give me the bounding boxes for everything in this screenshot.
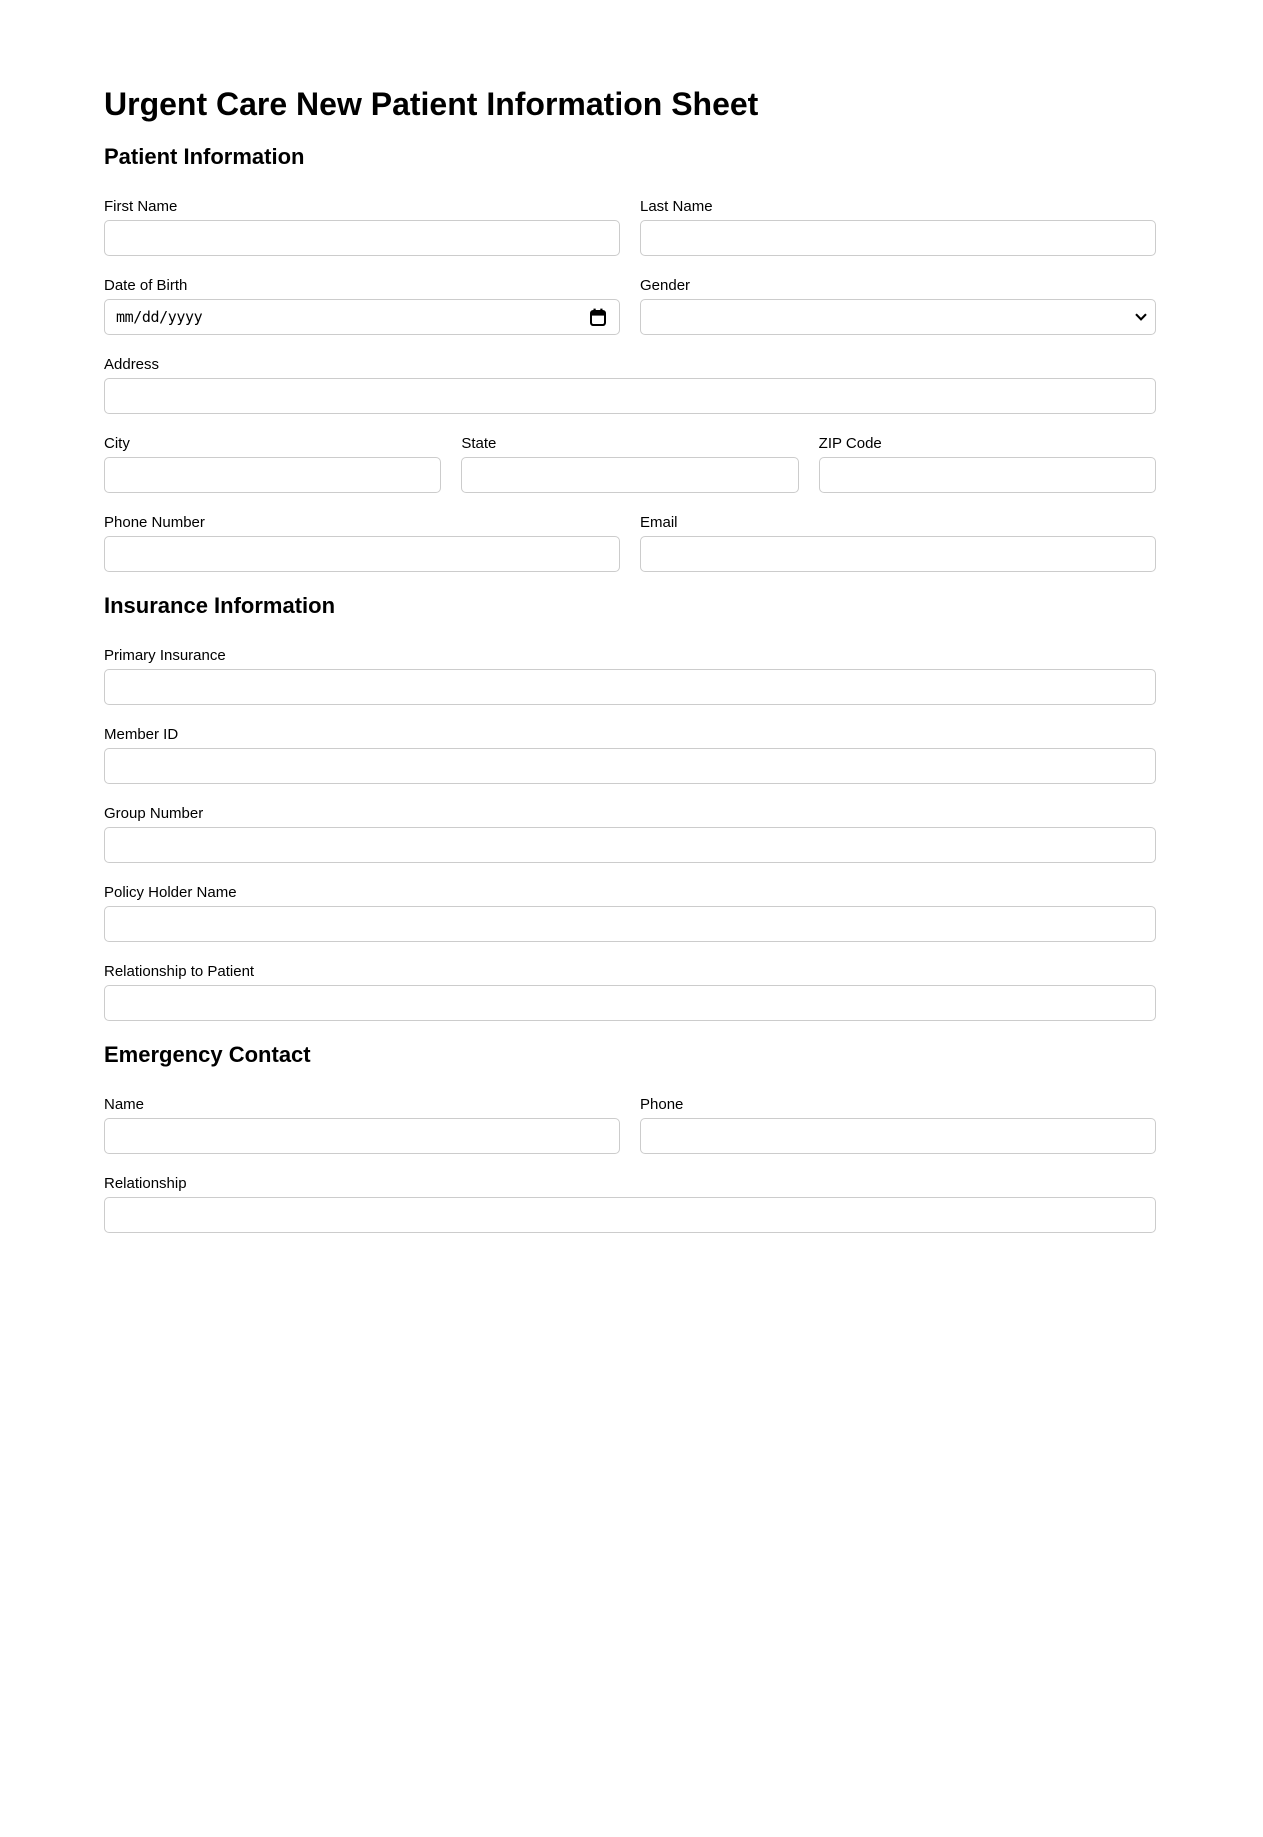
emergency-phone-label: Phone — [640, 1096, 684, 1113]
gender-label: Gender — [640, 277, 691, 294]
row-name — [104, 198, 1156, 256]
emergency-name-input[interactable] — [104, 1118, 620, 1154]
row-policy-holder-name — [104, 884, 1156, 942]
field-last-name — [640, 198, 1156, 256]
state-label: State — [461, 435, 497, 452]
field-primary-insurance — [104, 647, 1156, 705]
city-input[interactable] — [104, 457, 441, 493]
field-relationship-to-patient — [104, 963, 1156, 1021]
gender-select-wrap — [640, 299, 1156, 335]
emergency-name-label: Name — [104, 1096, 145, 1113]
field-emergency-name — [104, 1096, 620, 1154]
field-city — [104, 435, 441, 493]
phone-number-input[interactable] — [104, 536, 620, 572]
field-zip-code — [819, 435, 1156, 493]
primary-insurance-label: Primary Insurance — [104, 647, 226, 664]
field-gender — [640, 277, 1156, 335]
section-emergency-contact — [104, 1042, 1156, 1233]
field-member-id — [104, 726, 1156, 784]
email-input[interactable] — [640, 536, 1156, 572]
primary-insurance-input[interactable] — [104, 669, 1156, 705]
row-address — [104, 356, 1156, 414]
state-input[interactable] — [461, 457, 798, 493]
row-member-id — [104, 726, 1156, 784]
row-emergency-name-phone — [104, 1096, 1156, 1154]
member-id-input[interactable] — [104, 748, 1156, 784]
date-placeholder: mm/dd/yyyy — [116, 308, 203, 326]
field-first-name — [104, 198, 620, 256]
row-phone-email — [104, 514, 1156, 572]
last-name-label: Last Name — [640, 198, 713, 215]
row-city-state-zip — [104, 435, 1156, 493]
gender-select[interactable] — [640, 299, 1156, 335]
row-relationship-to-patient — [104, 963, 1156, 1021]
policy-holder-name-input[interactable] — [104, 906, 1156, 942]
field-address — [104, 356, 1156, 414]
zip-code-input[interactable] — [819, 457, 1156, 493]
last-name-input[interactable] — [640, 220, 1156, 256]
field-date-of-birth — [104, 277, 620, 335]
emergency-contact-heading: Emergency Contact — [104, 1042, 311, 1067]
insurance-information-heading: Insurance Information — [104, 593, 336, 618]
field-policy-holder-name — [104, 884, 1156, 942]
group-number-input[interactable] — [104, 827, 1156, 863]
row-group-number — [104, 805, 1156, 863]
row-emergency-relationship — [104, 1175, 1156, 1233]
group-number-label: Group Number — [104, 805, 204, 822]
emergency-relationship-input[interactable] — [104, 1197, 1156, 1233]
policy-holder-name-label: Policy Holder Name — [104, 884, 237, 901]
emergency-phone-input[interactable] — [640, 1118, 1156, 1154]
field-phone-number — [104, 514, 620, 572]
field-emergency-relationship — [104, 1175, 1156, 1233]
section-patient-information — [104, 144, 1156, 572]
relationship-to-patient-input[interactable] — [104, 985, 1156, 1021]
page-title: Urgent Care New Patient Information Sheet — [104, 86, 759, 122]
member-id-label: Member ID — [104, 726, 179, 743]
row-dob-gender — [104, 277, 1156, 335]
date-of-birth-input[interactable] — [104, 299, 620, 335]
first-name-input[interactable] — [104, 220, 620, 256]
date-of-birth-label: Date of Birth — [104, 277, 188, 294]
phone-number-label: Phone Number — [104, 514, 205, 531]
email-label: Email — [640, 514, 678, 531]
city-label: City — [104, 435, 130, 452]
field-email — [640, 514, 1156, 572]
field-emergency-phone — [640, 1096, 1156, 1154]
address-input[interactable] — [104, 378, 1156, 414]
emergency-relationship-label: Relationship — [104, 1175, 187, 1192]
patient-information-heading: Patient Information — [104, 144, 305, 169]
relationship-to-patient-label: Relationship to Patient — [104, 963, 255, 980]
field-state — [461, 435, 798, 493]
first-name-label: First Name — [104, 198, 178, 215]
zip-code-label: ZIP Code — [818, 435, 882, 452]
field-group-number — [104, 805, 1156, 863]
address-label: Address — [104, 356, 160, 373]
calendar-icon[interactable] — [590, 308, 606, 326]
row-primary-insurance — [104, 647, 1156, 705]
section-insurance-information — [104, 593, 1156, 1021]
